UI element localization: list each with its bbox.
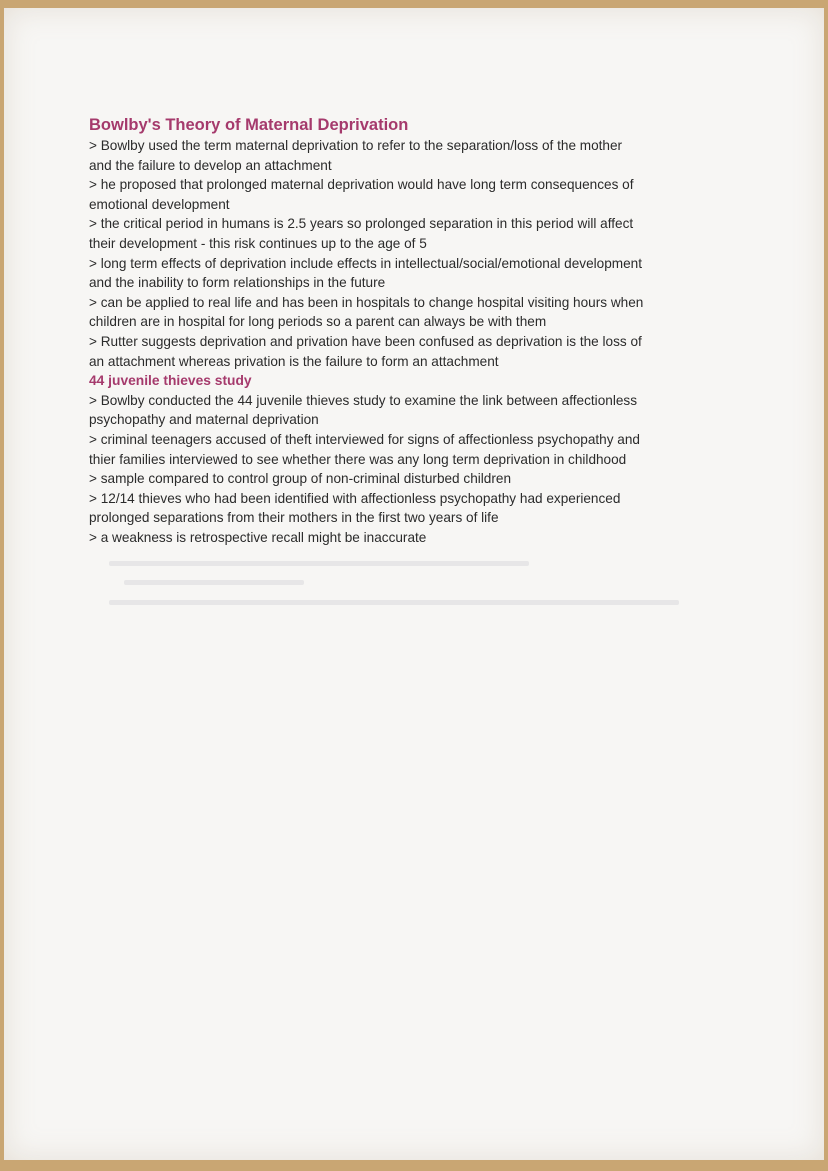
show-through-text <box>124 580 304 585</box>
bullet-line: their development - this risk continues up to the age of 5 <box>89 235 427 251</box>
section-title-maternal-deprivation: Bowlby's Theory of Maternal Deprivation <box>89 116 409 134</box>
section1-bullets <box>89 136 729 371</box>
bullet-line: thier families interviewed to see whether there was any long term deprivation in childhood <box>89 451 627 467</box>
bullet-line: > long term effects of deprivation include effects in intellectual/social/emotional development <box>89 255 643 271</box>
bullet-line: > Rutter suggests deprivation and privation have been confused as deprivation is the loss of <box>89 333 642 349</box>
bullet-point <box>89 469 729 489</box>
bullet-point <box>89 332 729 371</box>
bullet-line: psychopathy and maternal deprivation <box>89 412 319 428</box>
show-through-text <box>109 600 679 605</box>
bullet-point <box>89 528 729 548</box>
bullet-line: > sample compared to control group of non-criminal disturbed children <box>89 471 512 487</box>
bullet-line: > the critical period in humans is 2.5 years so prolonged separation in this period will affect <box>89 216 634 232</box>
show-through-text <box>109 561 529 566</box>
bullet-line: and the failure to develop an attachment <box>89 157 332 173</box>
bullet-line: > a weakness is retrospective recall might be inaccurate <box>89 529 427 545</box>
bullet-line: emotional development <box>89 196 230 212</box>
bullet-point <box>89 430 729 469</box>
bullet-line: > Bowlby used the term maternal deprivation to refer to the separation/loss of the mother <box>89 138 623 153</box>
bullet-point <box>89 214 729 253</box>
bullet-line: and the inability to form relationships in the future <box>89 275 386 291</box>
bullet-line: > 12/14 thieves who had been identified with affectionless psychopathy had experienced <box>89 490 621 506</box>
bullet-line: > can be applied to real life and has been in hospitals to change hospital visiting hours when <box>89 294 644 310</box>
document-page <box>4 8 824 1160</box>
section-title-juvenile-thieves: 44 juvenile thieves study <box>89 373 252 389</box>
bullet-point <box>89 293 729 332</box>
notes-content <box>89 114 729 547</box>
bullet-line: an attachment whereas privation is the failure to form an attachment <box>89 353 499 369</box>
bullet-line: > he proposed that prolonged maternal deprivation would have long term consequences of <box>89 177 634 193</box>
bullet-line: prolonged separations from their mothers in the first two years of life <box>89 510 499 526</box>
bullet-point <box>89 254 729 293</box>
bullet-point <box>89 136 729 175</box>
bullet-point <box>89 391 729 430</box>
bullet-point <box>89 175 729 214</box>
bullet-line: > criminal teenagers accused of theft interviewed for signs of affectionless psychopathy and <box>89 431 640 447</box>
bullet-line: children are in hospital for long periods so a parent can always be with them <box>89 314 547 330</box>
bullet-line: > Bowlby conducted the 44 juvenile thieves study to examine the link between affectionless <box>89 392 637 408</box>
section2-bullets <box>89 391 729 548</box>
bullet-point <box>89 489 729 528</box>
